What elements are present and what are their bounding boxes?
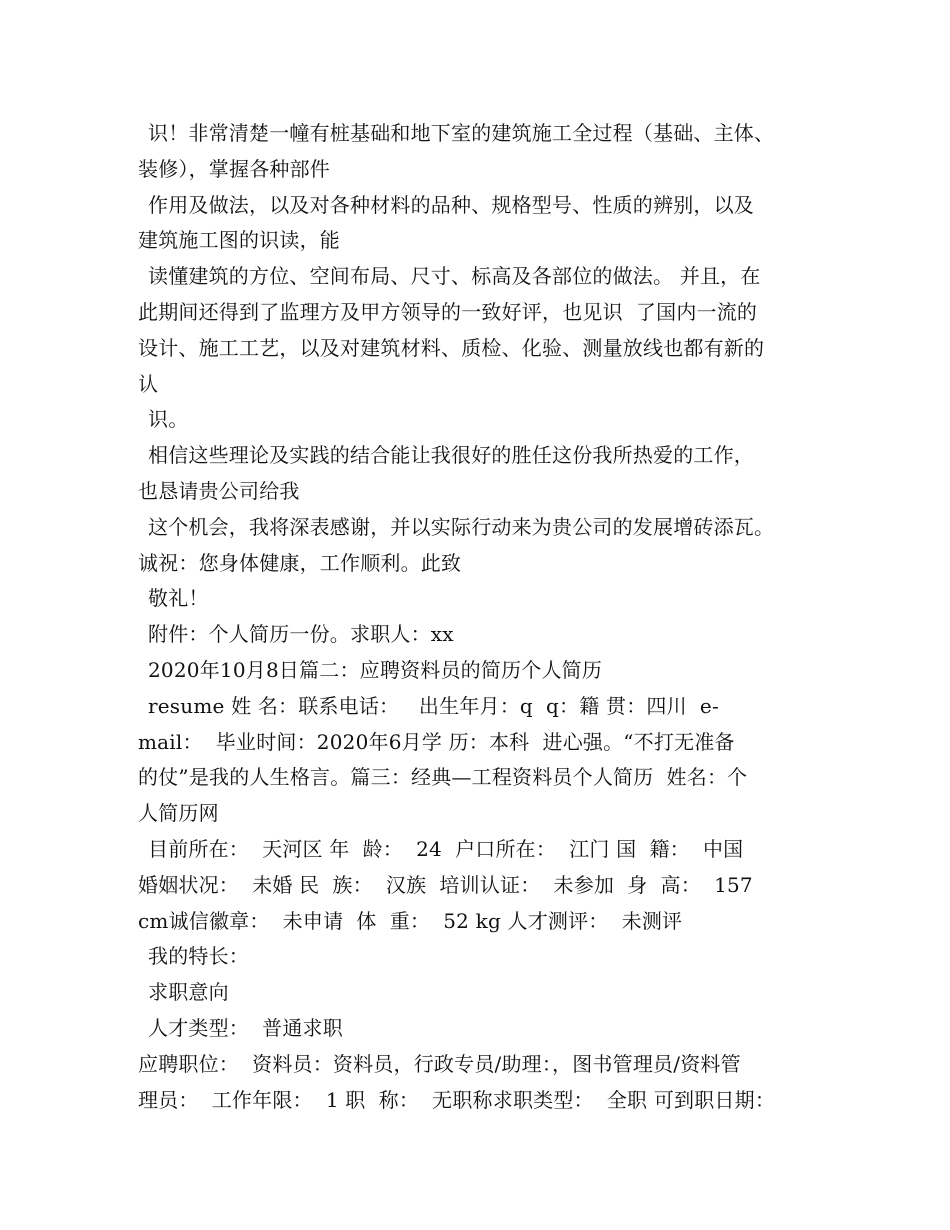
text-line: 也恳请贵公司给我 <box>138 478 300 503</box>
text-line: 相信这些理论及实践的结合能让我很好的胜任这份我所热爱的工作， <box>148 443 754 468</box>
text-line: 作用及做法，以及对各种材料的品种、规格型号、性质的辨别，以及 <box>148 192 754 217</box>
text-line: cm诚信徽章： 未申请 体 重： 52 kg 人才测评： 未测评 <box>138 908 683 933</box>
text-line: resume 姓 名：联系电话： 出生年月：q q：籍 贯：四川 e- <box>148 693 719 718</box>
text-line: 应聘职位： 资料员：资料员，行政专员/助理：，图书管理员/资料管 <box>138 1051 741 1076</box>
text-line: 装修），掌握各种部件 <box>138 156 330 181</box>
document-body <box>138 116 828 1118</box>
text-line: 这个机会，我将深表感谢，并以实际行动来为贵公司的发展增砖添瓦。 <box>148 514 775 539</box>
text-line: 设计、施工工艺，以及对建筑材料、质检、化验、测量放线也都有新的 <box>138 335 765 360</box>
text-line: 建筑施工图的识读，能 <box>138 228 340 253</box>
text-line: 人简历网 <box>138 801 219 826</box>
text-line: 人才类型： 普通求职 <box>148 1015 343 1040</box>
text-line: 此期间还得到了监理方及甲方领导的一致好评，也见识 了国内一流的 <box>138 299 758 324</box>
text-line: 诚祝：您身体健康，工作顺利。此致 <box>138 550 462 575</box>
text-line: 敬礼！ <box>148 586 209 611</box>
text-line: 我的特长： <box>148 944 249 969</box>
text-line: 婚姻状况： 未婚 民 族： 汉族 培训认证： 未参加 身 高： 157 <box>138 872 753 897</box>
text-line: 的仗”是我的人生格言。篇三：经典—工程资料员个人简历 姓名：个 <box>138 765 748 790</box>
text-line: 附件：个人简历一份。求职人：xx <box>148 622 454 647</box>
text-line: 理员： 工作年限： 1 职 称： 无职称求职类型： 全职 可到职日期： <box>138 1087 776 1112</box>
text-line: mail： 毕业时间：2020年6月学 历：本科 进心强。“不打无准备 <box>138 729 735 754</box>
text-line: 识！非常清楚一幢有桩基础和地下室的建筑施工全过程（基础、主体、 <box>148 121 775 145</box>
text-line: 求职意向 <box>148 980 229 1005</box>
text-line: 读懂建筑的方位、空间布局、尺寸、标高及各部位的做法。 并且，在 <box>148 264 761 289</box>
text-line: 目前所在： 天河区 年 龄： 24 户口所在： 江门 国 籍： 中国 <box>148 836 744 861</box>
text-line: 2020年10月8日篇二：应聘资料员的简历个人简历 <box>148 657 603 682</box>
text-line: 识。 <box>148 407 189 432</box>
text-line: 认 <box>138 371 159 396</box>
